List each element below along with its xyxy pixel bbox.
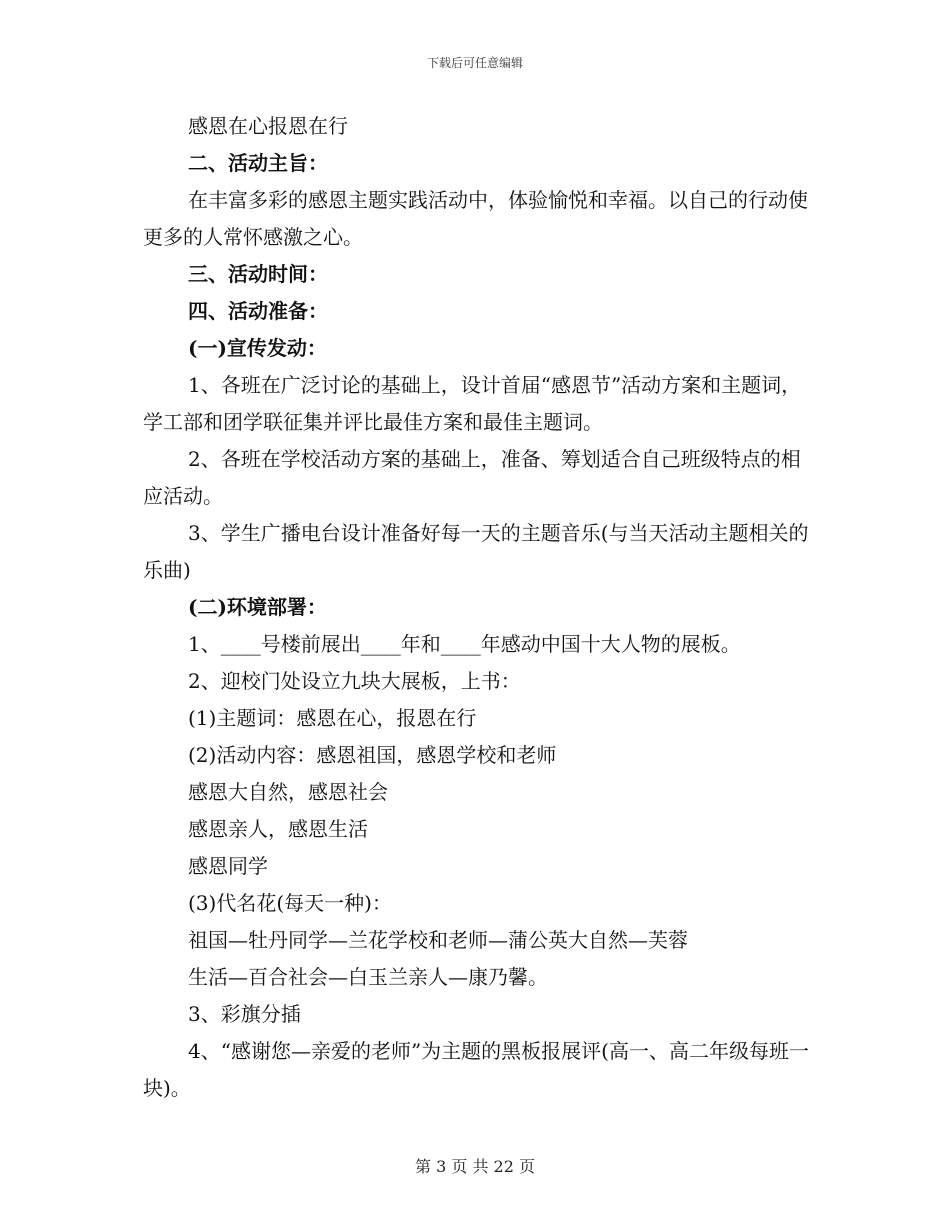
paragraph-environment-4: 4、“感谢您—亲爱的老师”为主题的黑板报展评(高一、高二年级每班一块)。	[143, 1039, 809, 1100]
list-item-content: (2)活动内容：感恩祖国，感恩学校和老师	[188, 743, 557, 767]
list-item-flowers: (3)代名花(每天一种)：	[188, 891, 392, 915]
flowers-line-1: 祖国—牡丹同学—兰花学校和老师—蒲公英大自然—芙蓉	[188, 928, 688, 952]
paragraph-publicity-2: 2、各班在学校活动方案的基础上，准备、筹划适合自己班级特点的相应活动。	[143, 447, 801, 508]
paragraph-1: 感恩在心报恩在行	[188, 114, 348, 138]
section-heading-preparation: 四、活动准备：	[188, 299, 328, 323]
page-header: 下载后可任意编辑	[426, 56, 523, 70]
section-heading-time: 三、活动时间：	[188, 262, 328, 286]
paragraph-environment-2: 2、迎校门处设立九块大展板，上书：	[188, 669, 521, 693]
subsection-heading-environment: (二)环境部署：	[188, 595, 327, 619]
paragraph-purpose: 在丰富多彩的感恩主题实践活动中，体验愉悦和幸福。以自己的行动使更多的人常怀感激之心。	[143, 188, 808, 249]
page-footer: 第 3 页 共 22 页	[415, 1157, 535, 1176]
list-item-content-line-4: 感恩同学	[188, 854, 268, 878]
subsection-heading-publicity: (一)宣传发动：	[188, 336, 327, 360]
flowers-line-2: 生活—百合社会—白玉兰亲人—康乃馨。	[188, 965, 548, 989]
paragraph-environment-3: 3、彩旗分插	[188, 1002, 301, 1026]
paragraph-environment-1: 1、____号楼前展出____年和____年感动中国十大人物的展板。	[188, 632, 741, 656]
list-item-content-line-3: 感恩亲人，感恩生活	[188, 817, 368, 841]
list-item-content-line-2: 感恩大自然，感恩社会	[188, 780, 388, 804]
section-heading-purpose: 二、活动主旨：	[188, 151, 328, 175]
paragraph-publicity-1: 1、各班在广泛讨论的基础上，设计首届“感恩节”活动方案和主题词，学工部和团学联征集并评比最佳方案和最佳主题词。	[143, 373, 802, 434]
document-body	[143, 108, 811, 1107]
list-item-theme: (1)主题词：感恩在心，报恩在行	[188, 706, 477, 730]
paragraph-publicity-3: 3、学生广播电台设计准备好每一天的主题音乐(与当天活动主题相关的乐曲)	[143, 521, 809, 582]
